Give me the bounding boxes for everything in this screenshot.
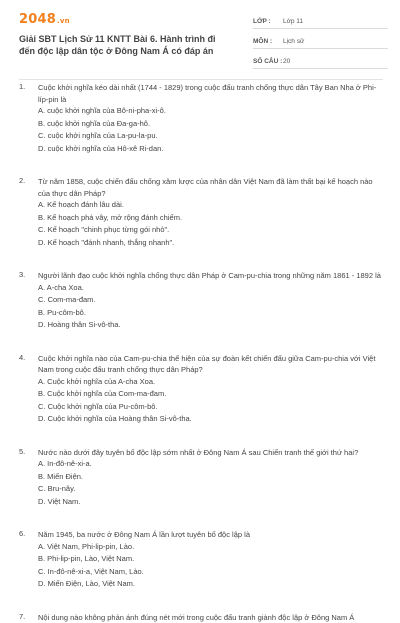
answer-option[interactable]: D. Kế hoạch "đánh nhanh, thắng nhanh". — [38, 237, 383, 250]
logo-suffix: .vn — [57, 17, 70, 25]
question-6 — [19, 529, 383, 591]
question-7 — [19, 612, 383, 623]
question-number: 5. — [19, 447, 33, 456]
answer-option[interactable]: C. Com-ma-đam. — [38, 294, 383, 307]
answer-option[interactable]: C. Cuộc khởi nghĩa của Pu-côm-bô. — [38, 401, 383, 414]
logo-text: 2048 — [19, 12, 56, 27]
answer-option[interactable]: A. cuộc khởi nghĩa của Bô-ni-pha-xi-ô. — [38, 105, 383, 118]
question-4 — [19, 353, 383, 426]
question-text: Cuộc khởi nghĩa nào của Cam-pu-chia thể hiện của sự đoàn kết chiến đấu giữa Cam-pu-chia với Việt Nam trong cuộc đấu tranh chống thực dân Pháp? — [38, 353, 383, 376]
question-text: Nước nào dưới đây tuyên bố độc lập sớm nhất ở Đông Nam Á sau Chiến tranh thế giới thứ hai? — [38, 447, 383, 459]
answer-option[interactable]: A. Cuộc khởi nghĩa của A-cha Xoa. — [38, 376, 383, 389]
answer-option[interactable]: C. Kế hoạch "chinh phục từng gói nhỏ". — [38, 224, 383, 237]
question-2 — [19, 176, 383, 249]
answer-option[interactable]: B. Miến Điện. — [38, 471, 383, 484]
question-number: 7. — [19, 612, 33, 621]
meta-label: SỐ CÂU : — [253, 58, 283, 65]
answer-option[interactable]: B. Phi-lip-pin, Lào, Việt Nam. — [38, 553, 383, 566]
meta-value: Lịch sử — [283, 38, 304, 45]
question-text: Năm 1945, ba nước ở Đông Nam Á lần lượt tuyên bố độc lập là — [38, 529, 383, 541]
question-text: Từ năm 1858, cuộc chiến đấu chống xâm lược của nhân dân Việt Nam đã làm thất bại kế hoạch nào của thực dân Pháp? — [38, 176, 383, 199]
question-3 — [19, 270, 383, 332]
question-text: Người lãnh đạo cuộc khởi nghĩa chống thực dân Pháp ở Cam-pu-chia trong những năm 1861 - 1892 là — [38, 270, 383, 282]
answer-option[interactable]: B. Pu-côm-bô. — [38, 307, 383, 320]
document-header — [0, 0, 400, 52]
question-1 — [19, 82, 383, 155]
question-number: 2. — [19, 176, 33, 185]
answer-option[interactable]: B. Kế hoạch phá vây, mở rộng đánh chiếm. — [38, 212, 383, 225]
question-5 — [19, 447, 383, 509]
answer-option[interactable]: B. Cuộc khởi nghĩa của Com-ma-đam. — [38, 388, 383, 401]
meta-value: Lớp 11 — [283, 18, 303, 25]
meta-label: LỚP : — [253, 18, 283, 25]
meta-label: MÔN : — [253, 38, 283, 45]
answer-option[interactable]: D. Việt Nam. — [38, 496, 383, 509]
question-text: Cuộc khởi nghĩa kéo dài nhất (1744 - 1829) trong cuộc đấu tranh chống thực dân Tây Ban Nha ở Phi-líp-pin là — [38, 82, 383, 105]
answer-option[interactable]: D. cuộc khởi nghĩa của Hô-xê Ri-dan. — [38, 143, 383, 156]
answer-option[interactable]: A. Việt Nam, Phi-lip-pin, Lào. — [38, 541, 383, 554]
answer-option[interactable]: D. Miến Điện, Lào, Việt Nam. — [38, 578, 383, 591]
question-number: 6. — [19, 529, 33, 538]
header-divider — [19, 79, 383, 80]
meta-subject — [253, 34, 388, 49]
answer-option[interactable]: A. A-cha Xoa. — [38, 282, 383, 295]
question-text: Nội dung nào không phản ánh đúng nét mới trong cuộc đấu tranh giành độc lập ở Đông Nam Á — [38, 612, 383, 623]
document-title: Giải SBT Lịch Sử 11 KNTT Bài 6. Hành trình đi đến độc lập dân tộc ở Đông Nam Á có đáp án — [19, 33, 234, 57]
answer-option[interactable]: C. Bru-nây. — [38, 483, 383, 496]
answer-option[interactable]: A. In-đô-nê-xi-a. — [38, 458, 383, 471]
question-list — [19, 82, 383, 623]
answer-option[interactable]: B. cuộc khởi nghĩa của Đa-ga-hô. — [38, 118, 383, 131]
question-number: 1. — [19, 82, 33, 91]
answer-option[interactable]: D. Hoàng thân Si-vô-tha. — [38, 319, 383, 332]
meta-class — [253, 14, 388, 29]
question-number: 4. — [19, 353, 33, 362]
meta-value: 20 — [283, 58, 290, 65]
question-number: 3. — [19, 270, 33, 279]
answer-option[interactable]: C. cuộc khởi nghĩa của La-pu-la-pu. — [38, 130, 383, 143]
document-meta — [253, 14, 388, 74]
meta-question-count — [253, 54, 388, 69]
answer-option[interactable]: D. Cuộc khởi nghĩa của Hoàng thân Si-vô-tha. — [38, 413, 383, 426]
site-logo[interactable] — [19, 12, 70, 27]
answer-option[interactable]: A. Kế hoạch đánh lâu dài. — [38, 199, 383, 212]
answer-option[interactable]: C. In-đô-nê-xi-a, Việt Nam, Lào. — [38, 566, 383, 579]
